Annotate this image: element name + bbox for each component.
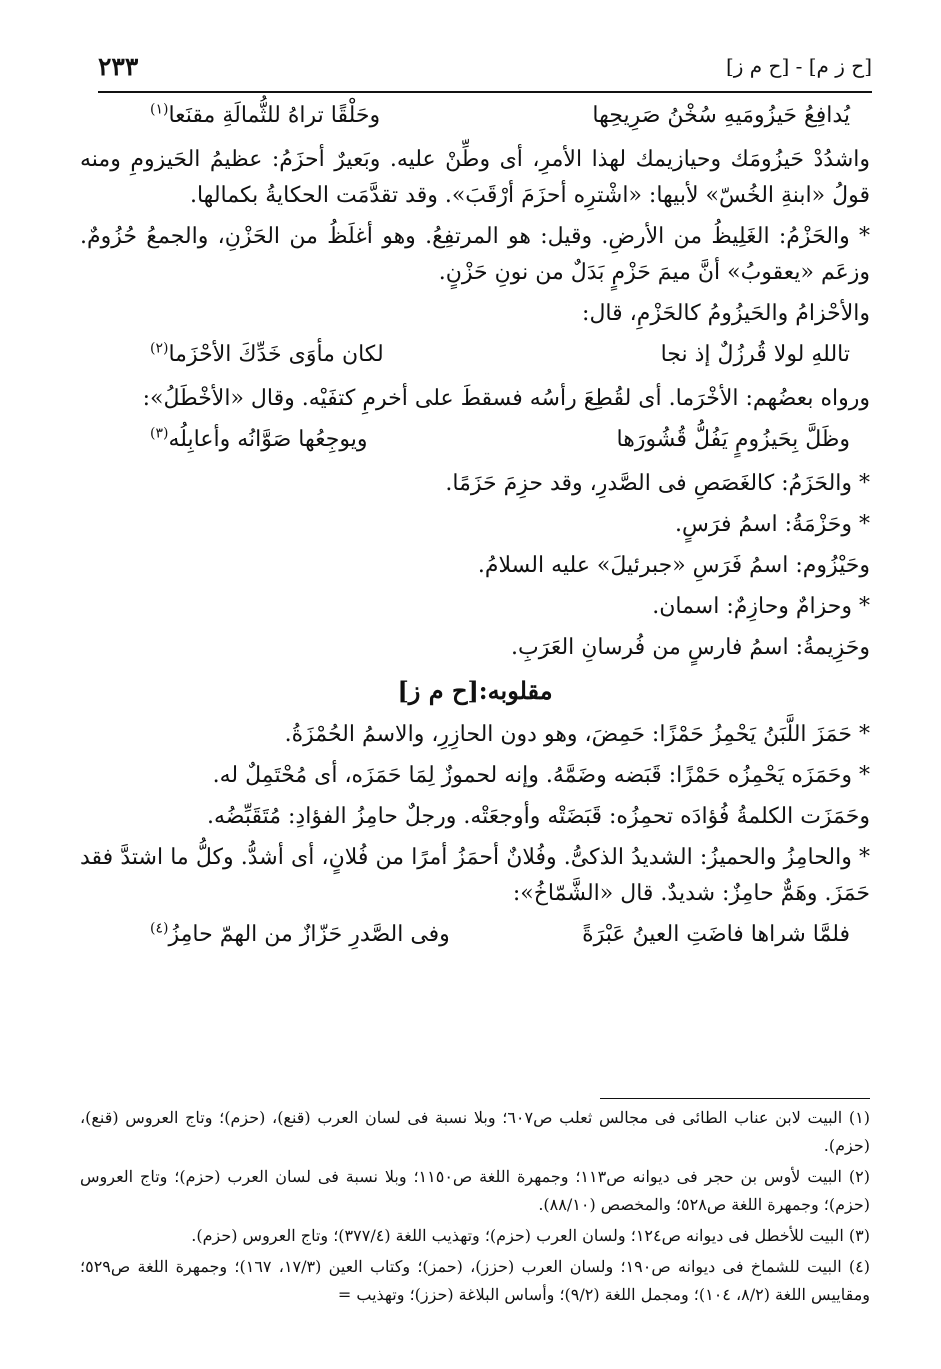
entry-paragraph: * حَمَزَ اللَّبَنُ يَحْمِزُ حَمْزًا: حَمِضَ، وهو دون الحازِرِ، والاسمُ الحُمْزَةُ. [284,722,870,747]
header-rule [98,91,872,93]
footnote-marker: (٢) [150,340,169,357]
paragraph: ورواه بعضُهم: الأخْرَما. أى لقُطِعَ رأسُه فسقطَ على أخرمِ كتفَيْه. وقال «الأخْطَلُ»: [142,386,870,411]
entry-paragraph: * والحامِزُ والحميزُ: الشديدُ الذكىُّ. وفُلانٌ أحمَزُ أمرًا من فُلانٍ، أى أشدُّ. وكلُّ ما اشتدَّ فقد حَمَزَ. وهَمٌّ حامِزٌ: شديدٌ. قال «الشَّمّاخُ»: [80,845,871,906]
footnote-4: (٤) البيت للشماخ فى ديوانه ص١٩٠؛ ولسان العرب (حزز)، (حمز)؛ وكتاب العين (١٧/٣، ١٦٧)؛ وجمهرة اللغة ص٥٢٩؛ ومقاييس اللغة (٨/٢، ١٠٤)؛ ومجمل اللغة (٩/٢)؛ وأساس البلاغة (حزز)؛ وتهذيب = [80,1257,871,1304]
verse-1-second-hemistich: وحَلْقًا تراهُ للثُّمالَةِ مقنَعا$^{(١)}$ [150,101,381,128]
verse-3-second-hemistich: ويوجِعُها صَوَّانُه وأعابِلُه$^{(٣)}$ [150,425,368,452]
footnote-rule [600,1098,870,1099]
paragraph: والأحْزامُ والحَيزُومُ كالحَزْمِ، قال: [582,301,870,326]
footnote-2: (٢) البيت لأوس بن حجر فى ديوانه ص١١٣؛ وجمهرة اللغة ص١١٥٠؛ وبلا نسبة فى لسان العرب (حزم)؛ وتاج العروس (حزم)؛ وجمهرة اللغة ص٥٢٨؛ والمخصص (٨٨/١٠). [80,1167,870,1214]
entry-paragraph: * وحَمَزَه يَحْمِزُه حَمْزًا: قَبَضه وضَمَّهُ. وإنه لحموزٌ لِمَا حَمَزَه، أى مُحْتَمِلٌ له. [212,763,870,788]
page-header [98,50,872,86]
body-text [80,96,870,961]
footnote-marker: (٣) [150,425,169,442]
verse-4 [80,917,870,953]
verse-2-first-hemistich: تاللهِ لولا قُرزُلٌ إذ نجا [660,342,850,367]
verse-2-second-hemistich: لكان مأوَى خَدِّكَ الأحْزَما$^{(٢)}$ [150,340,384,367]
footnote-1: (١) البيت لابن عناب الطائى فى مجالس ثعلب ص٦٠٧؛ وبلا نسبة فى لسان العرب (قنع)، (حزم)؛ وتاج العروس (قنع)، (حزم). [80,1108,870,1155]
page-number: ٢٣٣ [98,52,139,81]
entry-paragraph: * والحَزَمُ: كالغَصَصِ فى الصَّدرِ، وقد حزِمَ حَزَمًا. [445,471,870,496]
verse-3 [80,422,870,458]
verse-3-first-hemistich: وظَلَّ بِحَيزُومٍ يَفُلُّ قُشُورَها [616,427,850,452]
section-heading: مقلوبه:[ح م ز] [397,676,553,705]
paragraph: واشدُدْ حَيزُومَك وحيازيمك لهذا الأمرِ، أى وطِّنْ عليه. وبَعيرٌ أحزَمُ: عظيمُ الحَيزومِ ومنه قولُ «ابنةِ الخُسّ» لأبيها: «اشْترِه أحزَمَ أرْقَبَ». وقد تقدَّمَت الحكايةُ بكمالها. [80,147,870,208]
paragraph: وحَيْزُوم: اسمُ فَرَسِ «جبرئيلَ» عليه السلامُ. [477,553,870,578]
footnote-3: (٣) البيت للأخطل فى ديوانه ص١٢٤؛ ولسان العرب (حزم)؛ وتهذيب اللغة (٣٧٧/٤)؛ وتاج العروس (حزم). [191,1226,870,1245]
entry-paragraph: * والحَزْمُ: الغَلِيظُ من الأرضِ. وقيل: هو المرتفِعُ. وهو أغلَظُ من الحَزْنِ، والجمعُ حُزُومٌ. وزعَم «يعقوبُ» أنَّ ميمَ حَزْمٍ بَدَلٌ من نونِ حَزْنٍ. [80,224,870,285]
verse-4-first-hemistich: فلمَّا شراها فاضَتِ العينُ عَبْرَةً [582,922,850,947]
footnote-marker: (١) [150,101,169,118]
paragraph: وحَزِيمةُ: اسمُ فارسٍ من فُرسانِ العَرَبِ. [510,635,870,660]
verse-1-first-hemistich: يُدافِعُ حَيزُومَيهِ سُخْنُ صَرِيحِها [592,103,850,128]
entry-paragraph: * وحزامٌ وحازِمٌ: اسمان. [652,594,870,619]
entry-paragraph: * وحَزْمَةُ: اسمُ فرَسٍ. [674,512,870,537]
footnote-marker: (٤) [150,920,169,937]
paragraph: وحَمَزَت الكلمةُ فُؤادَه تحمِزُه: قَبَضَتْه وأوجعَتْه. ورجلٌ حامِزُ الفؤادِ: مُتَقَبِّضُه. [206,804,870,829]
verse-2 [80,337,870,373]
footnotes [80,1104,870,1312]
verse-4-second-hemistich: وفى الصَّدرِ حَزّازٌ من الهمّ حامِزُ$^{(٤)}$ [150,920,450,947]
running-head: [ح ز م] - [ح م ز] [725,54,872,78]
verse-1 [80,98,870,134]
